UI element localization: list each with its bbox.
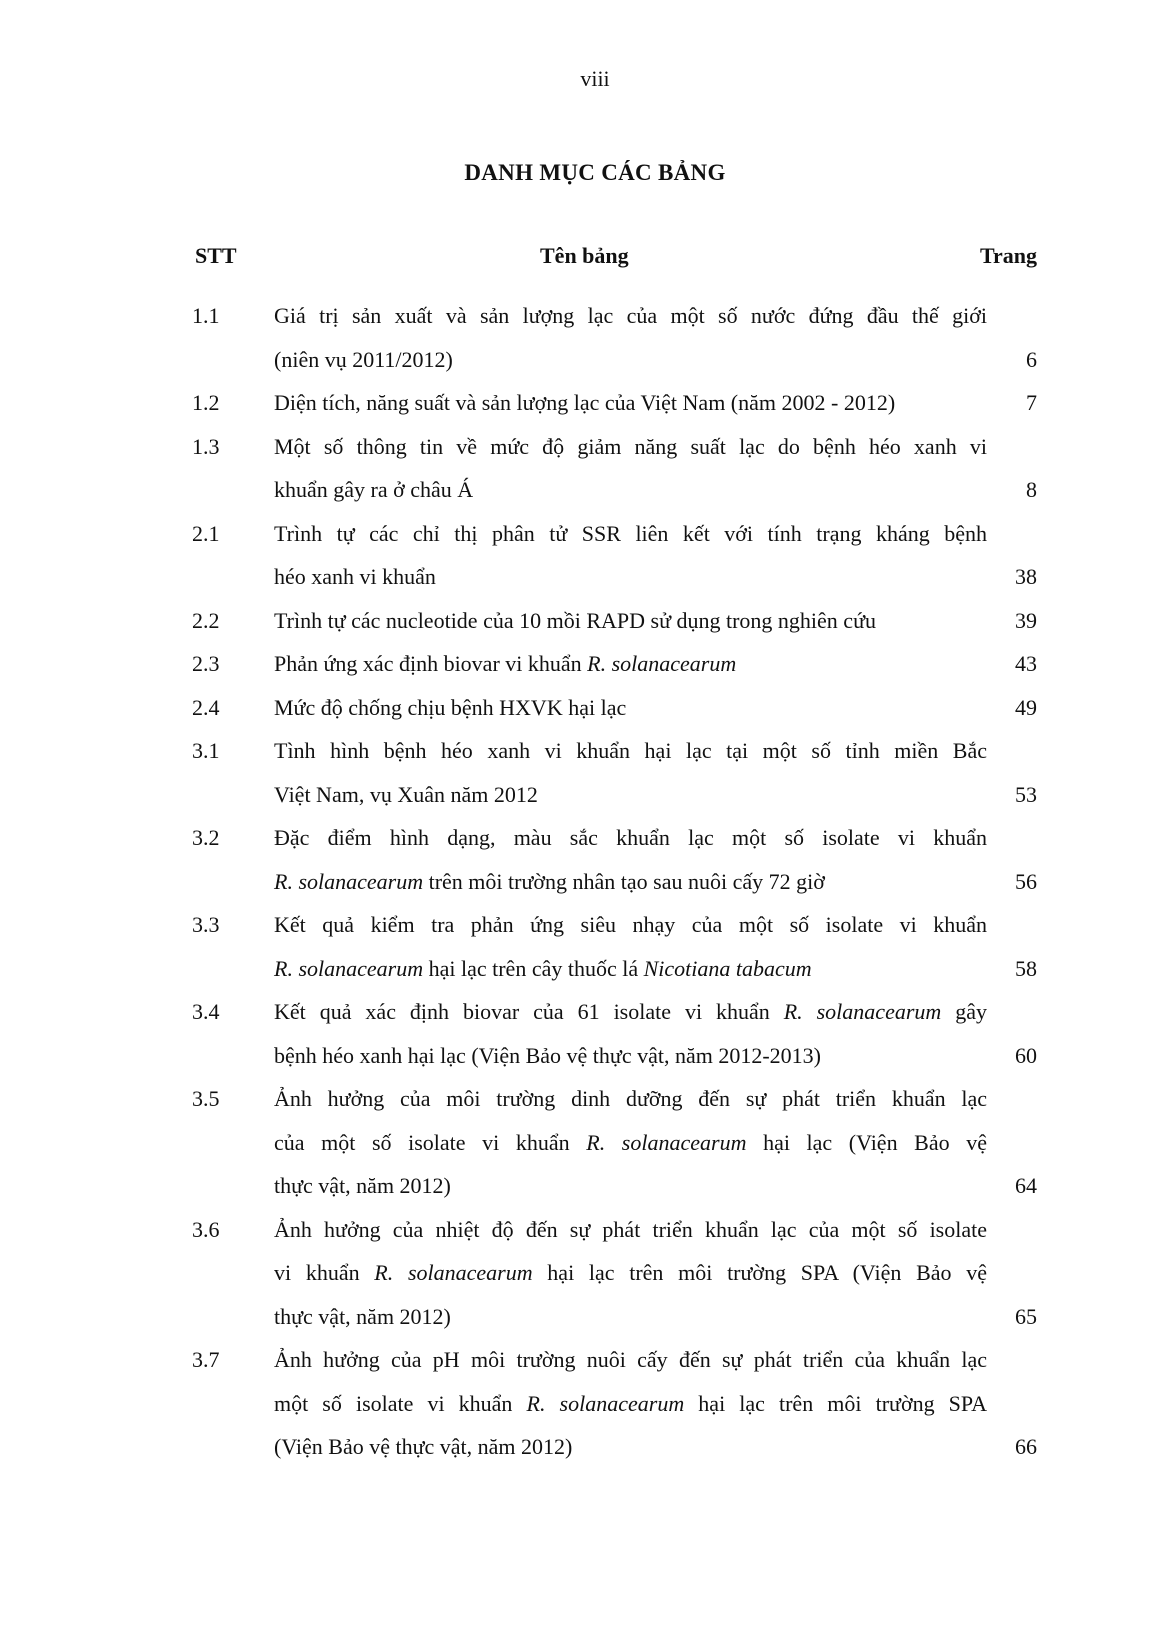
title-text: hại lạc trên cây thuốc lá [423,955,644,981]
entry-title-line [274,1425,987,1469]
title-text: thực vật, năm 2012) [274,1303,451,1329]
entry-number: 3.5 [192,1086,220,1111]
entry-title [274,1208,987,1339]
entry-number: 3.7 [192,1347,220,1372]
title-text: Một số thông tin về mức độ giảm năng suất lạc do bệnh héo xanh vi [274,433,987,459]
title-text: trên môi trường nhân tạo sau nuôi cấy 72 giờ [423,868,825,894]
entry-title [274,294,987,381]
entry-page-number: 66 [1015,1434,1037,1459]
column-header-page: Trang [979,243,1037,268]
entry-number: 3.4 [192,999,220,1024]
entry-title-line [274,860,987,904]
title-text: Giá trị sản xuất và sản lượng lạc của một số nước đứng đầu thế giới [274,303,987,328]
entry-title [274,1077,987,1208]
entry-number: 2.4 [192,694,220,720]
column-header-name: Tên bảng [540,243,629,268]
title-text: của một số isolate vi khuẩn [274,1129,587,1155]
entry-number: 2.2 [192,607,220,633]
title-text: Tình hình bệnh héo xanh vi khuẩn hại lạc tại một số tỉnh miền Bắc [274,738,987,763]
entry-page-number: 49 [1015,694,1037,720]
entry-title-line [274,816,987,860]
entry-title-line [274,1338,987,1382]
entry-title [274,729,987,816]
table-entry [0,642,1158,686]
entry-number: 1.2 [192,390,220,415]
title-text: Ảnh hưởng của pH môi trường nuôi cấy đến sự phát triển của khuẩn lạc [274,1347,987,1372]
entry-title-line [274,686,987,730]
table-entry [0,903,1158,990]
table-entry [0,1338,1158,1469]
title-text: vi khuẩn [274,1260,375,1285]
species-name: R. solanacearum [274,955,424,981]
title-text: (Viện Bảo vệ thực vật, năm 2012) [274,1434,573,1459]
entry-page-number: 56 [1015,868,1037,894]
entry-page-number: 64 [1015,1173,1037,1198]
entry-title-line [274,947,987,991]
column-header-stt: STT [195,243,237,268]
entry-title [274,425,987,512]
table-entry [0,512,1158,599]
title-text: khuẩn gây ra ở châu Á [274,477,474,502]
table-header [0,243,1158,273]
species-name: R. solanacearum [526,1390,685,1416]
entry-page-number: 65 [1015,1303,1037,1329]
entry-page-number: 8 [1026,477,1037,502]
entry-title-line [274,338,987,382]
entry-title [274,381,987,425]
table-entry [0,599,1158,643]
entry-title-line [274,512,987,556]
page-title: DANH MỤC CÁC BẢNG [464,160,726,185]
title-text: Ảnh hưởng của nhiệt độ đến sự phát triển khuẩn lạc của một số isolate [274,1216,987,1242]
table-entry [0,990,1158,1077]
entry-title-line [274,294,987,338]
entry-title [274,512,987,599]
entry-page-number: 39 [1015,607,1037,633]
title-text: Ảnh hưởng của môi trường dinh dưỡng đến sự phát triển khuẩn lạc [274,1086,987,1111]
entry-page-number: 58 [1015,955,1037,981]
entry-title-line [274,729,987,773]
title-text: hại lạc (Viện Bảo vệ [746,1129,987,1155]
title-text: Kết quả kiểm tra phản ứng siêu nhạy của một số isolate vi khuẩn [274,912,987,937]
entry-page-number: 38 [1015,564,1037,589]
table-entry [0,1208,1158,1339]
entry-title-line [274,773,987,817]
entry-page-number: 53 [1015,781,1037,807]
entry-title-line [274,1251,987,1295]
entry-number: 2.3 [192,651,220,676]
entry-title-line [274,1034,987,1078]
entry-title [274,642,987,686]
entry-page-number: 6 [1026,346,1037,372]
table-entry [0,294,1158,381]
title-text: gây [941,999,987,1024]
entry-number: 3.6 [192,1216,220,1242]
entry-title-line [274,1382,987,1426]
table-entry [0,686,1158,730]
table-entry [0,1077,1158,1208]
entry-title-line [274,381,987,425]
entry-number: 1.3 [192,433,220,459]
entry-number: 3.3 [192,912,220,937]
species-name: R. solanacearum [586,1129,747,1155]
table-entry [0,381,1158,425]
title-text: thực vật, năm 2012) [274,1173,451,1198]
entry-title [274,990,987,1077]
title-text: Trình tự các nucleotide của 10 mồi RAPD sử dụng trong nghiên cứu [274,607,876,633]
title-text: Diện tích, năng suất và sản lượng lạc của Việt Nam (năm 2002 - 2012) [274,390,896,415]
entry-number: 1.1 [192,303,220,328]
entry-title [274,816,987,903]
title-text: một số isolate vi khuẩn [274,1390,527,1416]
entry-number: 2.1 [192,520,220,546]
entry-title-line [274,555,987,599]
species-name: R. solanacearum [587,651,737,676]
entry-title-line [274,903,987,947]
title-text: hại lạc trên môi trường SPA (Viện Bảo vệ [532,1260,987,1285]
table-entry [0,816,1158,903]
entry-title-line [274,642,987,686]
entry-number: 3.1 [192,738,220,763]
entry-title [274,686,987,730]
title-text: Mức độ chống chịu bệnh HXVK hại lạc [274,694,627,720]
title-text: Đặc điểm hình dạng, màu sắc khuẩn lạc một số isolate vi khuẩn [274,825,987,850]
table-entry [0,425,1158,512]
title-text: Việt Nam, vụ Xuân năm 2012 [274,781,538,807]
title-text: hại lạc trên môi trường SPA [684,1390,988,1416]
entry-title-line [274,1295,987,1339]
entry-title-line [274,1164,987,1208]
title-text: Kết quả xác định biovar của 61 isolate vi khuẩn [274,999,784,1024]
entry-title-line [274,1077,987,1121]
entry-title [274,903,987,990]
entry-title-line [274,425,987,469]
entry-title-line [274,1121,987,1165]
entry-page-number: 60 [1015,1042,1037,1068]
title-text: bệnh héo xanh hại lạc (Viện Bảo vệ thực vật, năm 2012-2013) [274,1042,821,1068]
entry-page-number: 43 [1015,651,1037,676]
entry-title [274,1338,987,1469]
species-name: R. solanacearum [274,868,424,894]
entry-title [274,599,987,643]
title-text: héo xanh vi khuẩn [274,564,436,589]
table-entry [0,729,1158,816]
title-text: (niên vụ 2011/2012) [274,346,453,372]
entry-title-line [274,468,987,512]
species-name: R. solanacearum [783,999,942,1024]
species-name: R. solanacearum [374,1260,533,1285]
title-text: Trình tự các chỉ thị phân tử SSR liên kết với tính trạng kháng bệnh [274,520,987,546]
page-number: viii [580,66,610,91]
entry-title-line [274,1208,987,1252]
entry-title-line [274,990,987,1034]
table-list [0,294,1158,1469]
entry-page-number: 7 [1026,390,1037,415]
entry-title-line [274,599,987,643]
title-text: Phản ứng xác định biovar vi khuẩn [274,651,588,676]
entry-number: 3.2 [192,825,220,850]
species-name: Nicotiana tabacum [643,955,812,981]
